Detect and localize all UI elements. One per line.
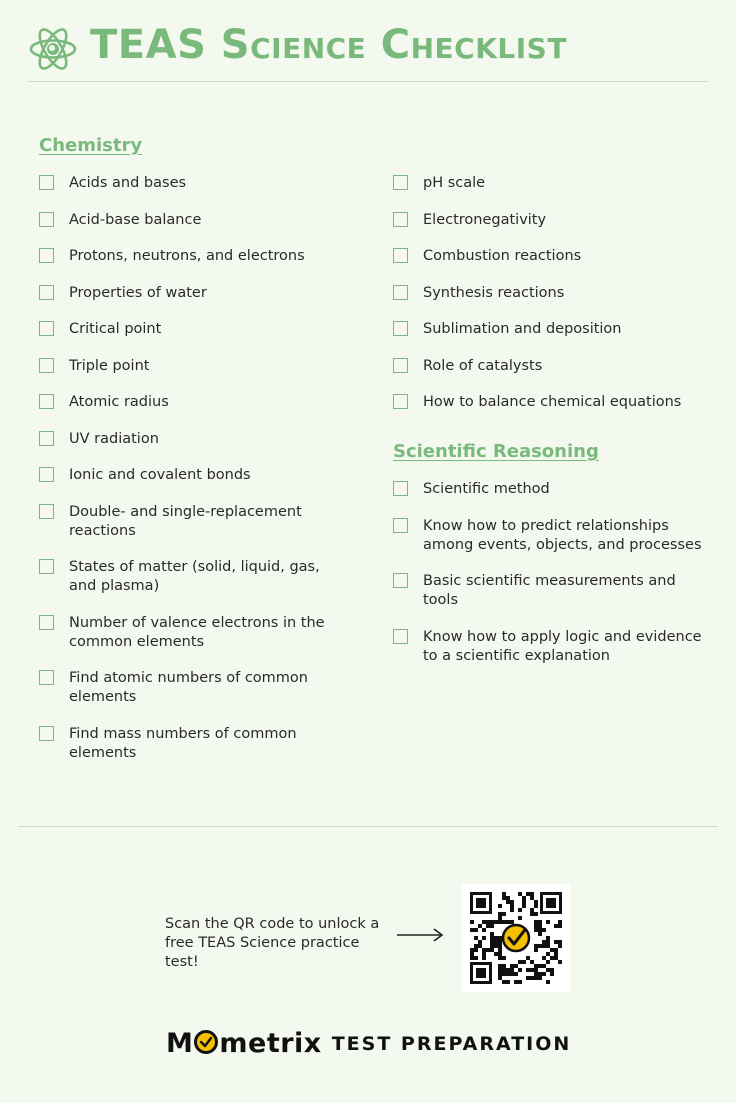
checkbox[interactable] bbox=[39, 504, 54, 519]
checklist-item-label: Acids and bases bbox=[69, 175, 187, 191]
checkbox[interactable] bbox=[393, 629, 408, 644]
checklist-item bbox=[393, 320, 713, 339]
brand-tagline: TEST PREPARATION bbox=[331, 1032, 572, 1055]
checklist-item-label: Properties of water bbox=[69, 284, 207, 301]
checklist-item bbox=[39, 669, 349, 707]
checkbox[interactable] bbox=[39, 248, 54, 263]
checklist-item bbox=[39, 393, 349, 412]
checklist-item-label: Acid-base balance bbox=[69, 211, 202, 228]
checklist-item-label: Scientific method bbox=[423, 481, 550, 497]
checklist-item bbox=[39, 430, 349, 449]
checklist-item bbox=[393, 572, 713, 610]
chemistry-list-continued bbox=[393, 174, 713, 412]
chemistry-left-column bbox=[39, 134, 349, 780]
checkbox[interactable] bbox=[39, 467, 54, 482]
section-title-scientific-reasoning: Scientific Reasoning bbox=[393, 441, 599, 462]
checkbox[interactable] bbox=[39, 431, 54, 446]
checklist-item bbox=[39, 320, 349, 339]
checklist-item bbox=[39, 284, 349, 303]
checkbox[interactable] bbox=[393, 358, 408, 373]
checkbox[interactable] bbox=[393, 285, 408, 300]
header bbox=[28, 22, 708, 82]
checklist-item-label: Triple point bbox=[69, 357, 150, 374]
checklist-item-label: Protons, neutrons, and electrons bbox=[69, 248, 305, 264]
checklist-item-label: Electronegativity bbox=[423, 211, 547, 228]
checklist-item bbox=[393, 480, 713, 499]
checklist-item-label: Know how to apply logic and evidence to a scientific explanation bbox=[423, 628, 702, 664]
checklist-item bbox=[393, 517, 713, 555]
checklist-item-label: Find mass numbers of common elements bbox=[69, 725, 297, 761]
checklist-item bbox=[39, 211, 349, 230]
reasoning-section bbox=[393, 440, 713, 666]
cta-line-2: free TEAS Science practice test! bbox=[165, 935, 360, 970]
checkbox[interactable] bbox=[393, 175, 408, 190]
header-divider bbox=[28, 81, 708, 82]
section-title-chemistry: Chemistry bbox=[39, 135, 143, 156]
checklist-item-label: Double- and single-replacement reactions bbox=[69, 503, 302, 539]
checklist-item-label: Combustion reactions bbox=[423, 248, 582, 264]
checklist-item bbox=[39, 614, 349, 652]
checklist-item-label: pH scale bbox=[423, 175, 486, 191]
column-spacer bbox=[393, 134, 713, 174]
checkbox[interactable] bbox=[393, 248, 408, 263]
checklist-item bbox=[393, 393, 713, 412]
checklist-item-label: Critical point bbox=[69, 321, 162, 337]
checklist-item bbox=[393, 211, 713, 230]
checkbox[interactable] bbox=[393, 573, 408, 588]
atom-icon bbox=[28, 24, 78, 74]
checklist-item bbox=[39, 558, 349, 596]
checkbox[interactable] bbox=[393, 518, 408, 533]
checklist-item-label: Find atomic numbers of common elements bbox=[69, 670, 308, 705]
checklist-item bbox=[39, 247, 349, 266]
mometrix-logo bbox=[166, 1028, 586, 1064]
checklist-item-label: Atomic radius bbox=[69, 394, 169, 410]
checklist-item-label: Basic scientific measurements and tools bbox=[423, 573, 676, 608]
checkbox[interactable] bbox=[39, 285, 54, 300]
checkbox[interactable] bbox=[393, 481, 408, 496]
checkbox[interactable] bbox=[39, 559, 54, 574]
checklist-item bbox=[39, 725, 349, 763]
check-circle-icon bbox=[194, 1030, 218, 1054]
qr-code[interactable] bbox=[462, 884, 570, 992]
checklist-item bbox=[39, 503, 349, 541]
checklist-item-label: Know how to predict relationships among events, objects, and processes bbox=[423, 517, 702, 553]
checkbox[interactable] bbox=[39, 615, 54, 630]
checkbox[interactable] bbox=[39, 358, 54, 373]
chemistry-list bbox=[39, 174, 349, 763]
checklist-item bbox=[393, 357, 713, 376]
checklist-item bbox=[393, 174, 713, 193]
checklist-item-label: Role of catalysts bbox=[423, 357, 543, 374]
checkbox[interactable] bbox=[393, 394, 408, 409]
page-title: TEAS Science Checklist bbox=[90, 22, 567, 68]
checklist-item-label: Synthesis reactions bbox=[423, 284, 565, 301]
reasoning-list bbox=[393, 480, 713, 666]
checklist-item-label: UV radiation bbox=[69, 430, 159, 447]
checklist-item bbox=[39, 466, 349, 485]
arrow-right-icon bbox=[396, 927, 444, 943]
checklist-item-label: Ionic and covalent bonds bbox=[69, 467, 251, 483]
checkbox[interactable] bbox=[39, 726, 54, 741]
checklist-item-label: How to balance chemical equations bbox=[423, 394, 682, 410]
brand-wordmark: M metrix bbox=[166, 1028, 322, 1059]
checkbox[interactable] bbox=[39, 175, 54, 190]
checklist-item bbox=[393, 284, 713, 303]
cta-line-1: Scan the QR code to unlock a bbox=[165, 916, 380, 932]
checkbox[interactable] bbox=[39, 212, 54, 227]
checklist-item-label: Sublimation and deposition bbox=[423, 321, 622, 337]
chemistry-right-column bbox=[393, 134, 713, 683]
checkbox[interactable] bbox=[393, 321, 408, 336]
checkbox[interactable] bbox=[393, 212, 408, 227]
checklist-item-label: Number of valence electrons in the common elements bbox=[69, 614, 325, 650]
checkbox[interactable] bbox=[39, 394, 54, 409]
checklist-item bbox=[39, 174, 349, 193]
footer-divider bbox=[18, 826, 718, 827]
checkbox[interactable] bbox=[39, 670, 54, 685]
checklist-item bbox=[39, 357, 349, 376]
qr-call-to-action bbox=[165, 915, 395, 972]
checklist-item bbox=[393, 247, 713, 266]
checklist-item bbox=[393, 628, 713, 666]
checkbox[interactable] bbox=[39, 321, 54, 336]
checklist-item-label: States of matter (solid, liquid, gas, and plasma) bbox=[69, 559, 320, 594]
